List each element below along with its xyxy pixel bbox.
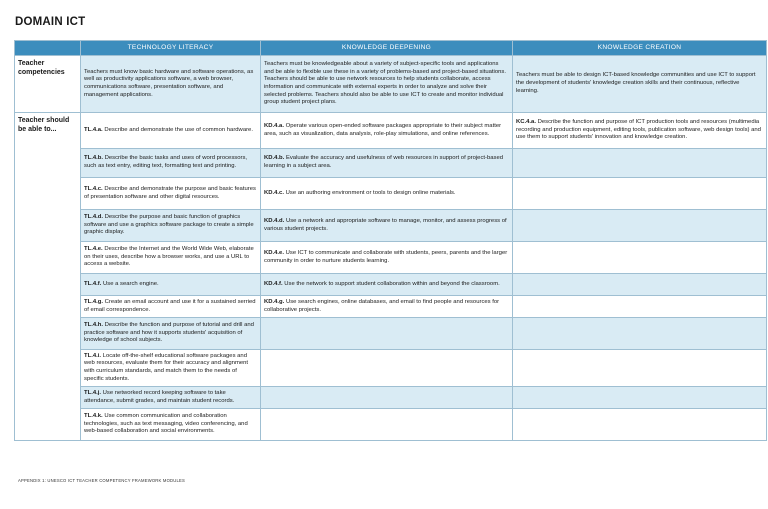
competency-text: Use the network to support student collaboration within and beyond the classroom.	[284, 280, 500, 287]
cell-kd	[261, 296, 513, 318]
cell-tl	[81, 178, 261, 210]
cell-kc	[513, 350, 767, 387]
competency-code: TL.4.f.	[84, 280, 102, 287]
cell-kd	[261, 178, 513, 210]
competency-text: Evaluate the accuracy and usefulness of web resources in support of project-based learning in a subject area.	[264, 155, 504, 169]
cell-kc	[513, 242, 767, 274]
header-technology-literacy: TECHNOLOGY LITERACY	[81, 41, 261, 56]
competency-text: Use search engines, online databases, and email to find people and resources for collaborative projects.	[264, 298, 500, 313]
cell-tl	[81, 318, 261, 350]
table-row	[15, 296, 767, 318]
competency-table	[14, 40, 767, 441]
competency-code: KD.4.f.	[264, 280, 283, 287]
cell-kc	[513, 274, 767, 296]
table-row	[15, 113, 767, 149]
competency-text: Describe and demonstrate the use of common hardware.	[104, 126, 253, 133]
competency-code: TL.4.a.	[84, 126, 103, 133]
competency-code: TL.4.b.	[84, 155, 103, 162]
table-row	[15, 274, 767, 296]
competency-code: KD.4.g.	[264, 298, 285, 305]
header-knowledge-creation: KNOWLEDGE CREATION	[513, 41, 767, 56]
cell-tl	[81, 409, 261, 441]
competency-code: KD.4.d.	[264, 217, 285, 224]
cell-kd	[261, 113, 513, 149]
competency-code: KD.4.a.	[264, 122, 284, 129]
competency-code: TL.4.d.	[84, 213, 103, 220]
cell-kc	[513, 149, 767, 178]
table-header-row	[15, 41, 767, 56]
cell-kc	[513, 178, 767, 210]
table-row	[15, 210, 767, 242]
table-row	[15, 318, 767, 350]
footer-note: APPENDIX 1: UNESCO ICT TEACHER COMPETENCY FRAMEWORK MODULES	[18, 478, 185, 483]
competency-code: TL.4.e.	[84, 245, 103, 252]
cell-kc	[513, 318, 767, 350]
competency-text: Use ICT to communicate and collaborate with students, peers, parents and the larger community in order to nurture students learning.	[264, 249, 508, 264]
cell-tl	[81, 242, 261, 274]
competency-code: KD.4.b.	[264, 155, 285, 162]
row-heading-abilities: Teacher should be able to...	[15, 113, 81, 441]
competency-code: TL.4.h.	[84, 321, 103, 328]
table-row	[15, 149, 767, 178]
cell-tl	[81, 296, 261, 318]
table-row	[15, 350, 767, 387]
competency-text: Describe the function and purpose of tutorial and drill and practice software and how it supports students' acquisition of knowledge of school subjects.	[84, 321, 254, 344]
page-title: DOMAIN ICT	[15, 16, 86, 28]
competency-code: TL.4.g.	[84, 298, 103, 305]
competency-text: Describe the Internet and the World Wide Web, elaborate on their uses, describe how a browser works, and use a URL to access a website.	[84, 245, 254, 268]
table-row	[15, 387, 767, 409]
table-row	[15, 409, 767, 441]
header-corner	[15, 41, 81, 56]
competency-code: TL.4.k.	[84, 412, 103, 419]
cell-tl	[81, 113, 261, 149]
competency-technology-literacy: Teachers must know basic hardware and software operations, as well as productivity applications software, a web browser, communications software, presentation software, and management applications.	[81, 56, 261, 113]
competency-text: Locate off-the-shelf educational software packages and web resources, evaluate them for their accuracy and alignment with curriculum standards, and match them to the needs of specific students.	[84, 352, 249, 382]
competency-text: Operate various open-ended software packages appropriate to their subject matter area, such as visualization, data analysis, role-play simulations, and online references.	[264, 122, 502, 137]
cell-kc	[513, 113, 767, 149]
competency-text: Use common communication and collaboration technologies, such as text messaging, video conferencing, and web-based collaboration and social environments.	[84, 412, 248, 435]
cell-tl	[81, 387, 261, 409]
row-heading-competencies: Teacher competencies	[15, 56, 81, 113]
cell-kd	[261, 274, 513, 296]
cell-kc	[513, 210, 767, 242]
cell-tl	[81, 210, 261, 242]
cell-kc	[513, 296, 767, 318]
header-knowledge-deepening: KNOWLEDGE DEEPENING	[261, 41, 513, 56]
competency-code: TL.4.c.	[84, 185, 103, 192]
competency-text: Describe the purpose and basic function of graphics software and use a graphics software package to create a simple graphic display.	[84, 213, 254, 236]
competency-text: Describe the function and purpose of ICT production tools and resources (multimedia recording and production equipment, editing tools, publication software, web design tools) and use them to support students' innovation and knowledge creation.	[516, 118, 761, 141]
competency-text: Use networked record keeping software to take attendance, submit grades, and maintain student records.	[84, 389, 235, 404]
competency-code: TL.4.j.	[84, 389, 102, 396]
competency-knowledge-creation: Teachers must be able to design ICT-based knowledge communities and use ICT to support the development of students' knowledge creation skills and their continuous, reflective learning.	[513, 56, 767, 113]
table-row	[15, 178, 767, 210]
cell-kd	[261, 387, 513, 409]
table-row	[15, 242, 767, 274]
competency-code: TL.4.i.	[84, 352, 102, 359]
competencies-row	[15, 56, 767, 113]
cell-kd	[261, 210, 513, 242]
cell-tl	[81, 274, 261, 296]
competency-text: Use an authoring environment or tools to design online materials.	[285, 189, 456, 196]
cell-tl	[81, 149, 261, 178]
cell-kd	[261, 409, 513, 441]
cell-tl	[81, 350, 261, 387]
competency-knowledge-deepening: Teachers must be knowledgeable about a variety of subject-specific tools and applications and be able to flexible use these in a variety of problems-based and project-based situations. Teachers should be able to use network resources to help students collaborate, access information and communicate with external experts in order to analyze and solve their selected problems. Teachers should also be able to use ICT to create and monitor individual group student project plans.	[261, 56, 513, 113]
competency-text: Describe and demonstrate the purpose and basic features of presentation software and other digital resources.	[84, 185, 256, 200]
competency-code: KC.4.a.	[516, 118, 536, 125]
cell-kd	[261, 242, 513, 274]
competency-code: KD.4.e.	[264, 249, 284, 256]
competency-text: Use a network and appropriate software to manage, monitor, and assess progress of various student projects.	[264, 217, 507, 232]
competency-code: KD.4.c.	[264, 189, 284, 196]
cell-kd	[261, 149, 513, 178]
competency-text: Create an email account and use it for a sustained serried of email correspondence.	[84, 298, 256, 313]
cell-kd	[261, 318, 513, 350]
cell-kc	[513, 387, 767, 409]
competency-text: Describe the basic tasks and uses of word processors, such as text entry, editing text, formatting text and printing.	[84, 155, 248, 169]
cell-kc	[513, 409, 767, 441]
cell-kd	[261, 350, 513, 387]
competency-text: Use a search engine.	[103, 280, 159, 287]
